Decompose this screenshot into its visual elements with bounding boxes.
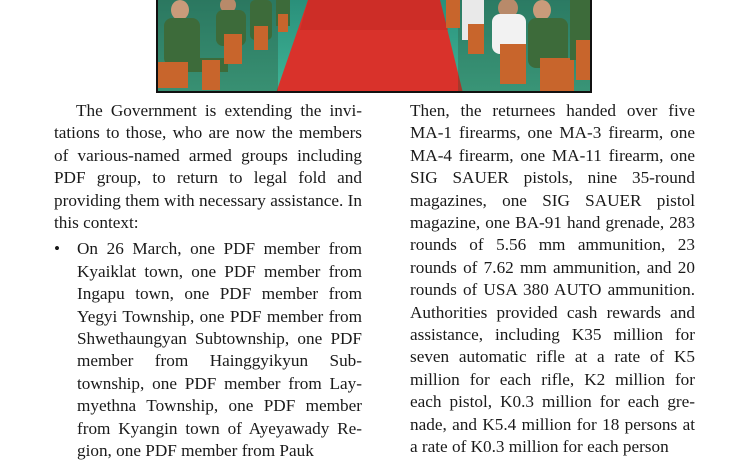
- left-column: [54, 100, 362, 463]
- ceremony-photo: [156, 0, 592, 93]
- right-paragraph: Then, the returnees handed over five MA-1 firearms, one MA-3 firearm, one MA-4 firearm, one MA-11 firearm, one SIG SAUER pistols, nine 35-round magazines, one SIG SAUER pistol magazine, one BA-91 hand grenade, 283 rounds of 5.56 mm ammunition, 23 rounds of 7.62 mm ammunition, and 20 rounds of USA 380 AUTO ammunition. Authorities provided cash rewards and assistance, including K35 million for seven automatic rifle at a rate of K5 million for each rifle, K2 million for each pistol, K0.3 million for each grenade, and K5.4 million for 18 persons at a rate of K0.3 million for each person: [410, 101, 695, 457]
- right-column: [410, 100, 695, 459]
- bullet-list: [54, 238, 362, 462]
- ceremony-photo-icon: [158, 0, 592, 93]
- list-item: • On 26 March, one PDF member from Kyaiklat town, one PDF member from Ingapu town, one PDF member from Yegyi Township, one PDF member from Shwethaungyan Subtownship, one PDF member from Hainggyikyun Subtownship, one PDF member from Laymyethna Township, one PDF member from Kyangin town of Ayeyawady Region, one PDF member from Pauk: [54, 238, 362, 462]
- intro-paragraph: The Government is extending the invitations to those, who are now the members of various-named armed groups including PDF group, to return to legal fold and providing them with necessary assistance. In this context:: [54, 101, 362, 233]
